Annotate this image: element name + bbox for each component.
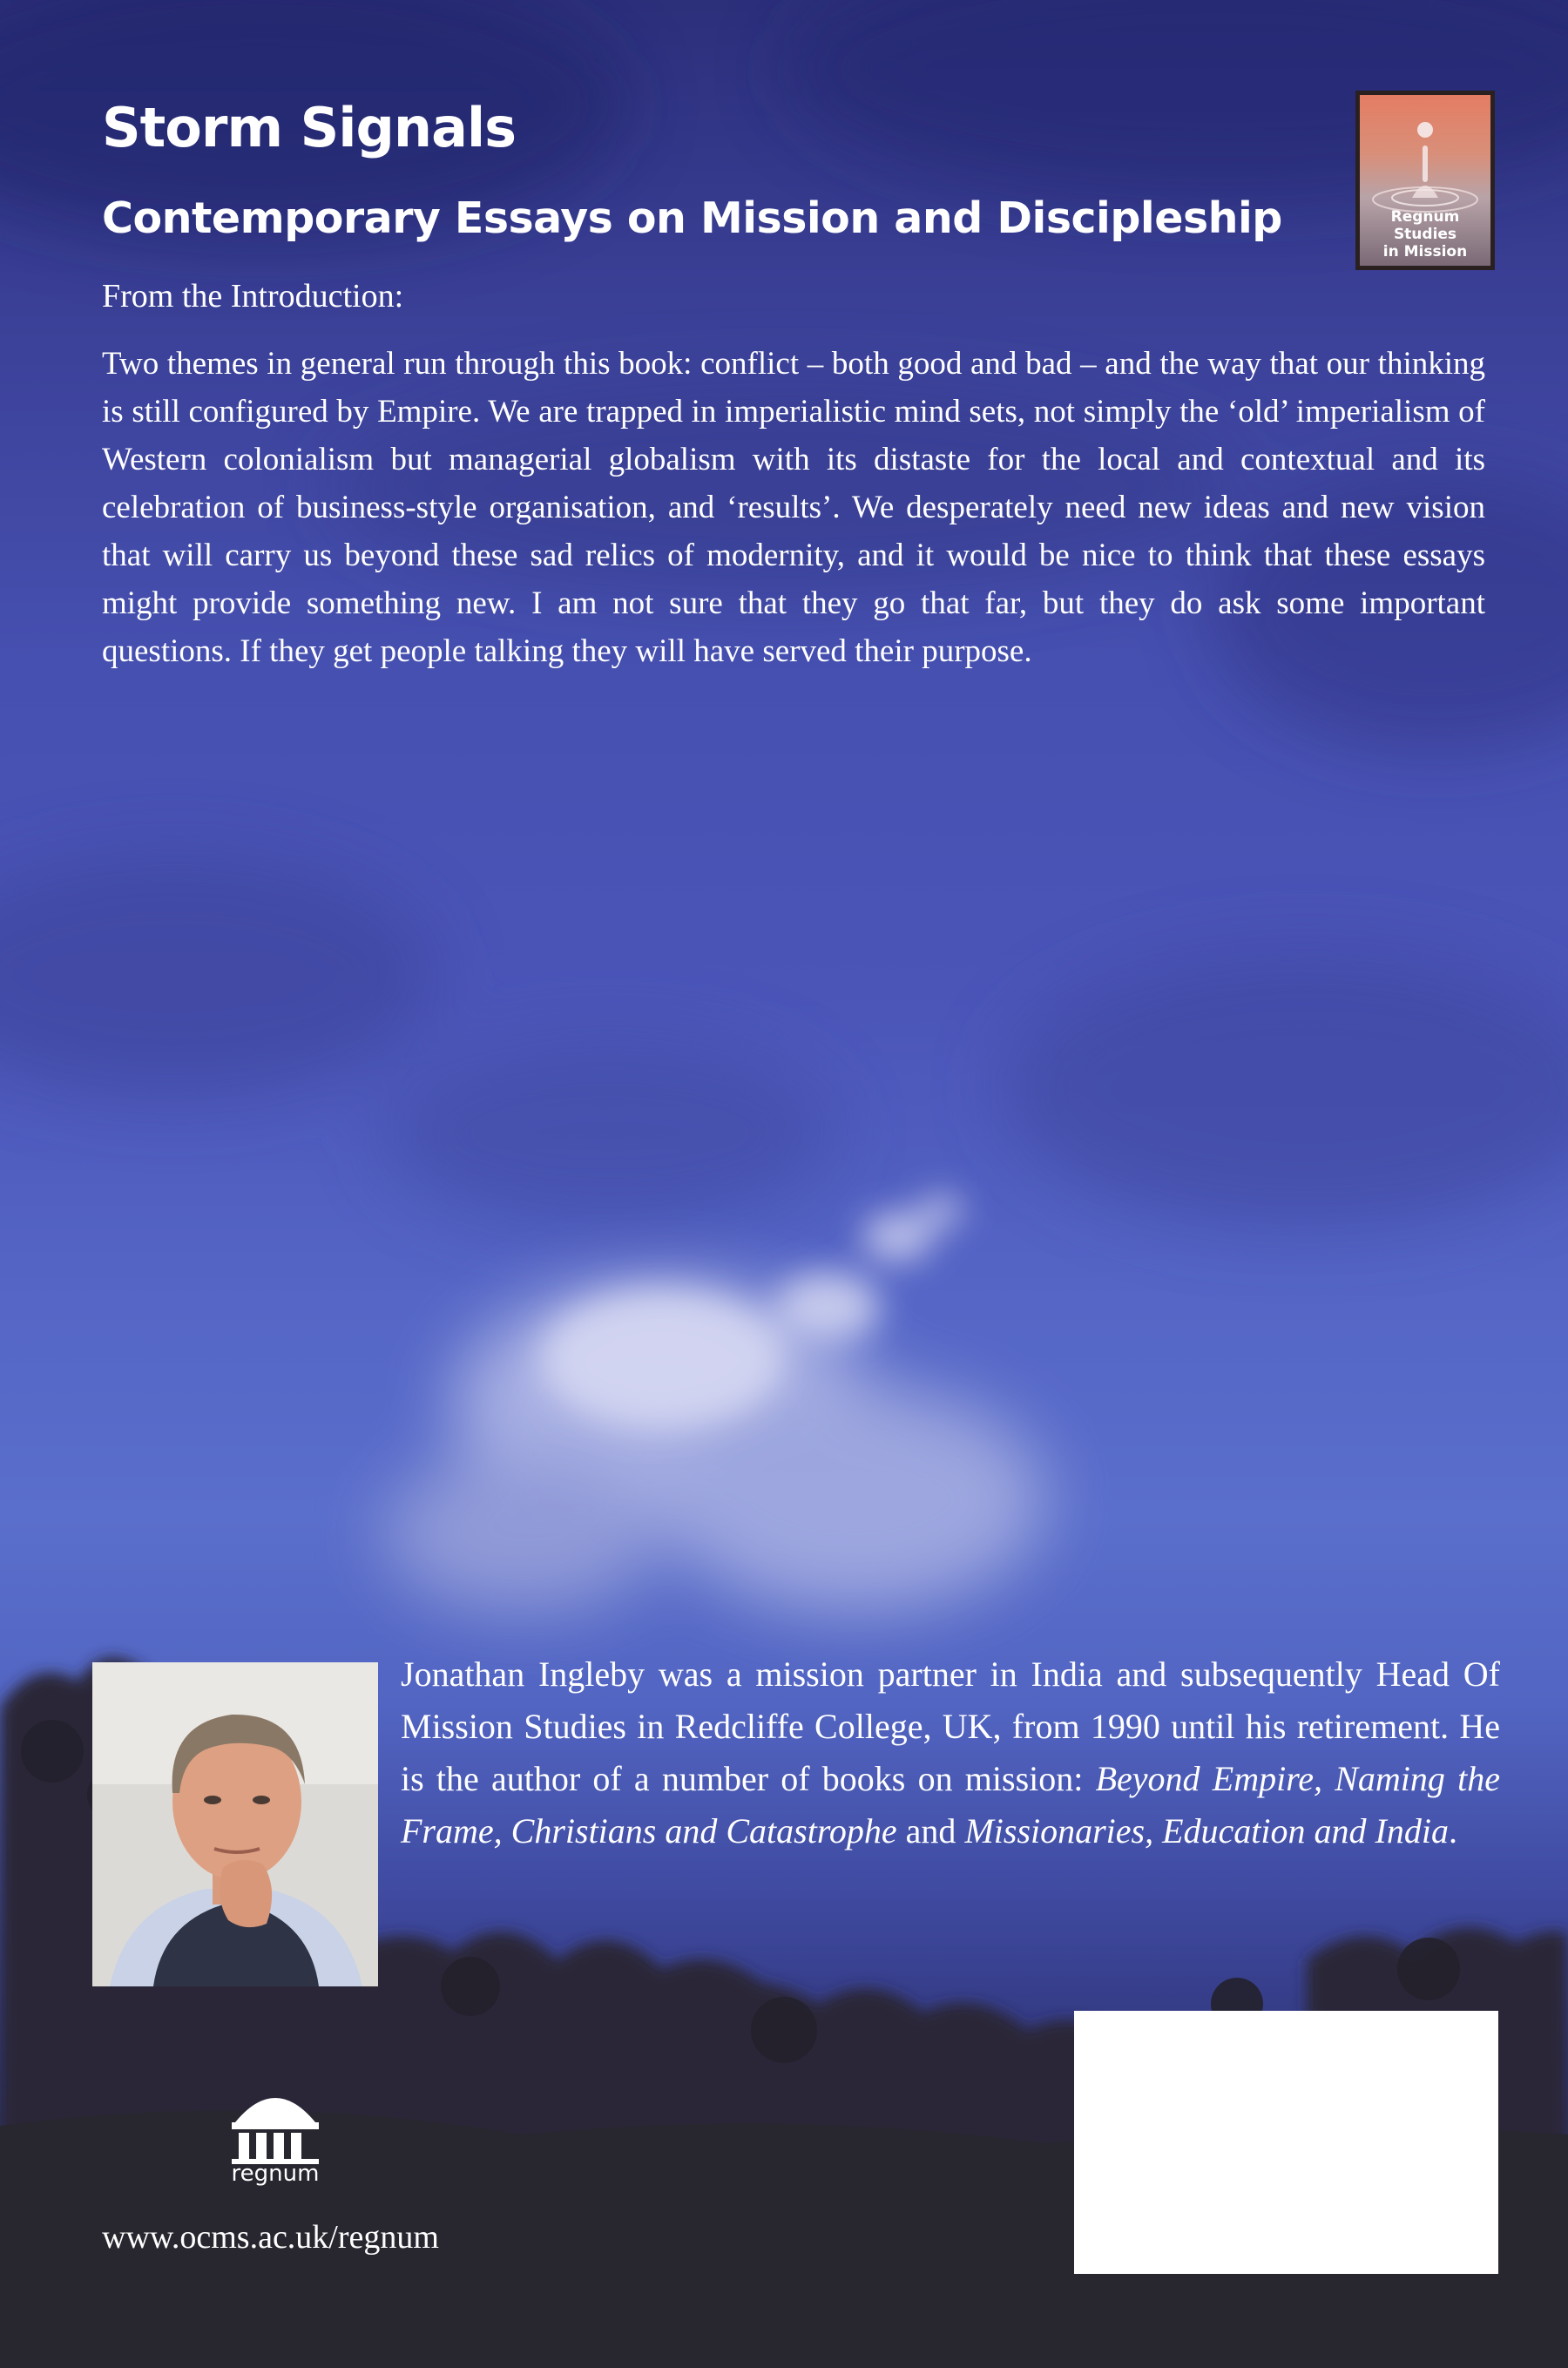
series-badge-image bbox=[1360, 95, 1490, 266]
intro-label: From the Introduction: bbox=[102, 278, 404, 315]
book-subtitle: Contemporary Essays on Mission and Discipleship bbox=[102, 193, 1282, 243]
bio-book-titles-1: Beyond Empire, Naming the Frame, Christians and Catastrophe bbox=[401, 1759, 1501, 1850]
series-badge bbox=[1355, 91, 1495, 270]
publisher-name: regnum bbox=[231, 2161, 320, 2187]
barcode-area bbox=[1074, 2011, 1498, 2274]
bio-end: . bbox=[1448, 1811, 1457, 1850]
series-label-line2: in Mission bbox=[1382, 243, 1468, 260]
author-bio bbox=[401, 1648, 1500, 1857]
bio-and: and bbox=[896, 1811, 965, 1850]
bio-book-title-2: Missionaries, Education and India bbox=[964, 1811, 1449, 1850]
series-label bbox=[1360, 208, 1490, 260]
author-photo bbox=[92, 1662, 378, 1986]
intro-text: Two themes in general run through this book: conflict – both good and bad – and the way that our thinking is still configured by Empire. We are trapped in imperialistic mind sets, not simply the ‘old’ imperialism of Western colonialism but managerial globalism with its distaste for the local and contextual and its celebration of business-style organisation, and ‘results’. We desperately need new ideas and new vision that will carry us beyond these sad relics of modernity, and it would be nice to think that these essays might provide something new. I am not sure that they go that far, but they do ask some important questions. If they get people talking they will have served their purpose. bbox=[102, 346, 1485, 669]
series-label-line1: Regnum Studies bbox=[1390, 208, 1460, 243]
bio-text-part1: Jonathan Ingleby was a mission partner in India and subsequently Head Of Mission Studies in Redcliffe College, UK, from 1990 until his retirement. He is the author of a number of books on mission: bbox=[401, 1654, 1500, 1798]
book-title: Storm Signals bbox=[102, 96, 517, 159]
website-link[interactable]: www.ocms.ac.uk/regnum bbox=[102, 2219, 439, 2256]
